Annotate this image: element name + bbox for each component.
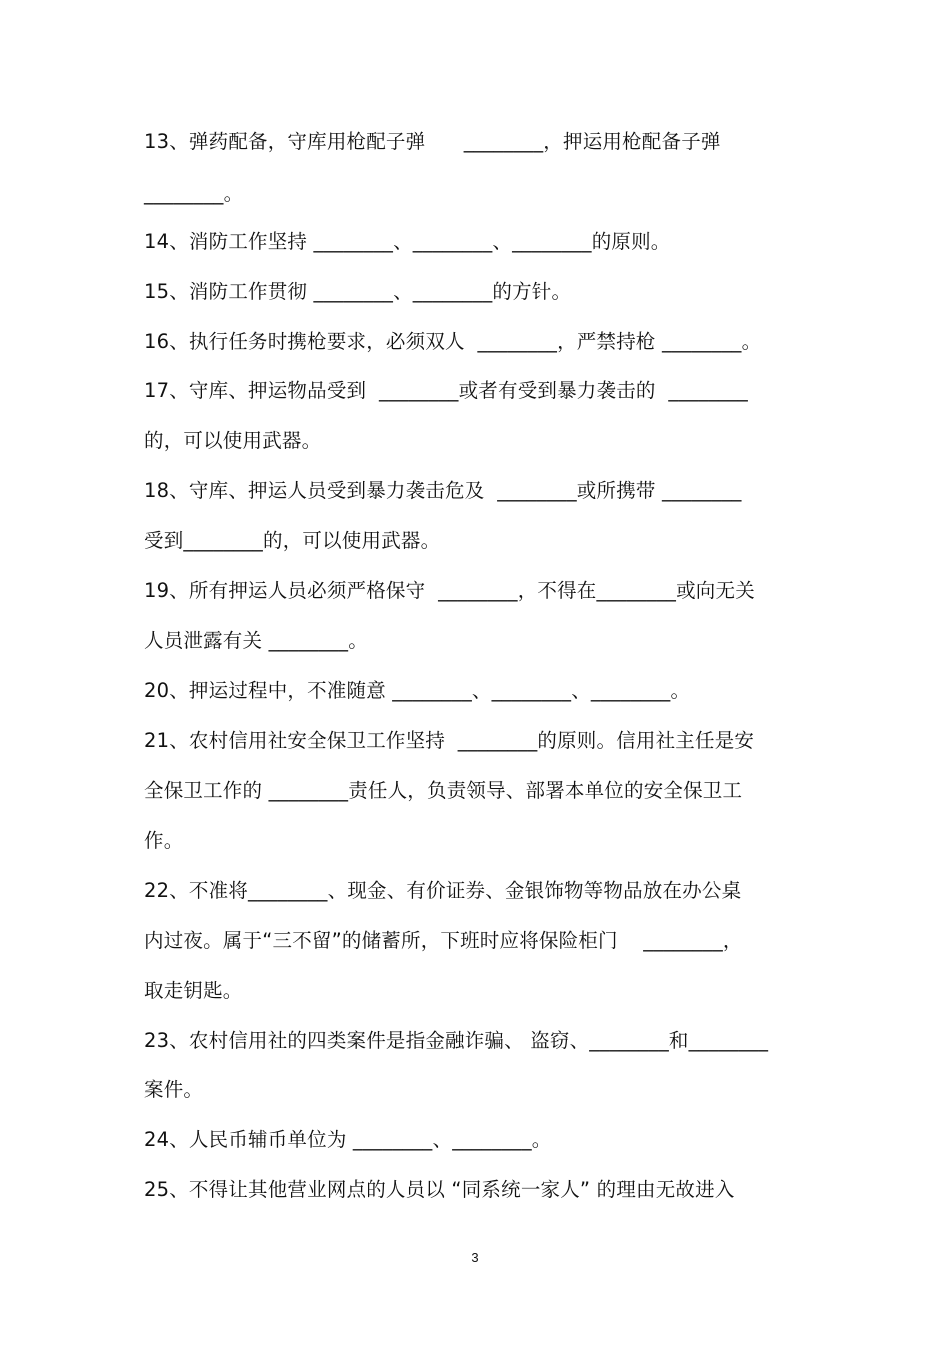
question-18-line-2: 受到________的，可以使用武器。 <box>144 529 441 552</box>
question-19-line-1: 19、所有押运人员必须严格保守 ________，不得在________或向无关 <box>144 579 755 602</box>
question-23-line-2: 案件。 <box>144 1078 204 1101</box>
question-13-line-2: ________。 <box>144 182 244 205</box>
question-25-line-1: 25、不得让其他营业网点的人员以 “同系统一家人” 的理由无故进入 <box>144 1178 735 1201</box>
question-23-line-1: 23、农村信用社的四类案件是指金融诈骗、 盗窃、________和________ <box>144 1029 769 1052</box>
question-14-line-1: 14、消防工作坚持 ________、________、________的原则。 <box>144 230 671 253</box>
question-19-line-2: 人员泄露有关 ________。 <box>144 629 368 652</box>
question-17-line-1: 17、守库、押运物品受到 ________或者有受到暴力袭击的 ________ <box>144 379 749 402</box>
question-13-line-1: 13、弹药配备，守库用枪配子弹 ________，押运用枪配备子弹 <box>144 130 721 153</box>
question-16-line-1: 16、执行任务时携枪要求，必须双人 ________，严禁持枪 ________。 <box>144 330 762 353</box>
question-18-line-1: 18、守库、押运人员受到暴力袭击危及 ________或所携带 ________ <box>144 479 742 502</box>
question-20-line-1: 20、押运过程中，不准随意 ________、________、________。 <box>144 679 691 702</box>
question-22-line-3: 取走钥匙。 <box>144 979 243 1002</box>
question-21-line-3: 作。 <box>144 829 184 852</box>
question-24-line-1: 24、人民币辅币单位为 ________、________。 <box>144 1128 552 1151</box>
page-number: 3 <box>471 1250 479 1265</box>
question-21-line-1: 21、农村信用社安全保卫工作坚持 ________的原则。信用社主任是安 <box>144 729 755 752</box>
question-22-line-1: 22、不准将________、现金、有价证券、金银饰物等物品放在办公桌 <box>144 879 742 902</box>
question-17-line-2: 的，可以使用武器。 <box>144 429 322 452</box>
question-15-line-1: 15、消防工作贯彻 ________、________的方针。 <box>144 280 572 303</box>
question-21-line-2: 全保卫工作的 ________责任人，负责领导、部署本单位的安全保卫工 <box>144 779 743 802</box>
question-22-line-2: 内过夜。属于“三不留”的储蓄所，下班时应将保险柜门 ________， <box>144 929 743 952</box>
